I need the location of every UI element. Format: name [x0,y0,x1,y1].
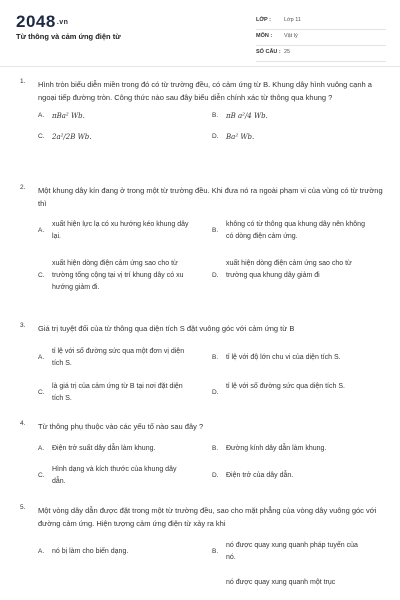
question-5: 5. Một vòng dây dẫn được đặt trong một từ trường đều, sao cho mặt phẳng của vòng dây vuông góc với đường cảm ứng. Hiện tượng cảm ứng điện từ xảy ra khi A. nó bị làm cho biến dạng. B. nó được quay xung quanh pháp tuyến của nó. nó được quay xung quanh một trục [0,504,400,584]
meta-class: LỚP : Lớp 11 [256,14,386,30]
worksheet-meta [256,14,386,62]
worksheet-title: Từ thông và cảm ứng điện từ [16,32,121,41]
question-text: Một khung dây kín đang ở trong một từ trường đều. Khi đưa nó ra ngoài phạm vi của vùng có từ trường thì [38,186,383,208]
question-3: 3. Giá trị tuyệt đối của từ thông qua diện tích S đặt vuông góc với cảm ứng từ B A. tỉ lệ với số đường sức qua một đơn vị diện tích S. B. tỉ lệ với độ lớn chu vi của diện tích S. C. là giá trị của cảm ứng từ B tại nơi đặt diện tích S. D. tỉ lệ với số đường sức qua diện tích S. [0,322,400,420]
question-2: 2. Một khung dây kín đang ở trong một từ trường đều. Khi đưa nó ra ngoài phạm vi của vùng có từ trường thì A. xuất hiện lực lạ có xu hướng kéo khung dây lại. B. không có từ thông qua khung dây nên không có dòng điện cảm ứng. C. xuất hiện dòng điện cảm ứng sao cho từ trường tổng cộng tại vị trí khung dây có xu hướng giảm đi. D. xuất hiện dòng điện cảm ứng sao cho từ trường qua khung dây giảm đi [0,184,400,322]
meta-subject: MÔN : Vật lý [256,30,386,46]
brand-logo[interactable]: 2048.vn [16,12,69,31]
question-text: Giá trị tuyệt đối của từ thông qua diện tích S đặt vuông góc với cảm ứng từ B [38,324,295,333]
question-text: Hình tròn biểu diễn miền trong đó có từ trường đều, có cảm ứng từ B. Khung dây hình vuông cạnh a ngoại tiếp đường tròn. Công thức nào sau đây biểu diễn chính xác từ thông qua khung ? [38,80,372,102]
header-divider [0,66,400,67]
question-1: 1. Hình tròn biểu diễn miền trong đó có từ trường đều, có cảm ứng từ B. Khung dây hình vuông cạnh a ngoại tiếp đường tròn. Công thức nào sau đây biểu diễn chính xác từ thông qua khung ? A. πBa² Wb. B. πB a²/4 Wb. C. 2a²/2B Wb. D. Ba² Wb. [0,78,400,174]
question-text: Từ thông phụ thuộc vào các yếu tố nào sau đây ? [38,422,204,431]
worksheet-header [0,0,400,64]
question-list [0,78,400,584]
question-4: 4. Từ thông phụ thuộc vào các yếu tố nào sau đây ? A. Điện trở suất dây dẫn làm khung. B. Đường kính dây dẫn làm khung. C. Hình dạng và kích thước của khung dây dẫn. D. Điện trở của dây dẫn. [0,420,400,504]
meta-question-count: SỐ CÂU : 25 [256,46,386,62]
question-text: Một vòng dây dẫn được đặt trong một từ trường đều, sao cho mặt phẳng của vòng dây vuông góc với đường cảm ứng. Hiện tượng cảm ứng điện từ xảy ra khi [38,506,377,528]
